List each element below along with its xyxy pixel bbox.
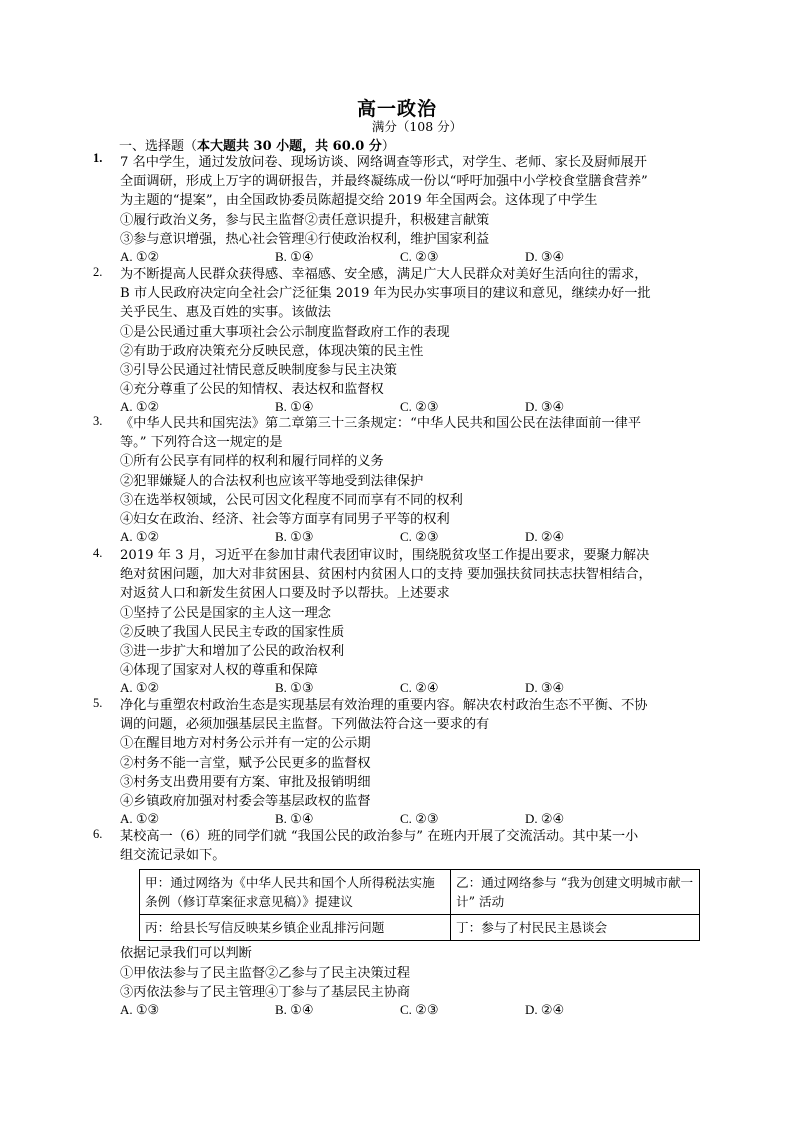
question-3 <box>93 414 693 548</box>
full-score: 满分（108 分） <box>371 119 463 134</box>
page-title: 高一政治 <box>356 98 437 120</box>
option-statement-line: ③村务支出费用要有方案、审批及报销明细 <box>120 774 371 790</box>
choice-b: B. ①③ <box>275 680 314 696</box>
choice-c: C. ②④ <box>400 680 439 696</box>
question-stem-line: 关乎民生、惠及百姓的实事。该做法 <box>120 305 331 321</box>
choice-d: D. ②④ <box>525 811 565 827</box>
question-stem-line: 7 名中学生，通过发放问卷、现场访谈、网络调查等形式，对学生、老师、家长及厨师展开 <box>120 155 647 170</box>
option-statement-line: ①履行政治义务，参与民主监督②责任意识提升，积极建言献策 <box>120 212 490 228</box>
option-statement-line: ②有助于政府决策充分反映民意，体现决策的民主性 <box>120 343 424 359</box>
option-statement-line: ③进一步扩大和增加了公民的政治权利 <box>120 644 345 660</box>
option-statement-line: ①所有公民享有同样的权利和履行同样的义务 <box>120 454 384 470</box>
question-stem-line: 调的问题，必须加强基层民主监督。下列做法符合这一要求的有 <box>120 717 490 733</box>
question-number: 1. <box>93 151 103 165</box>
question-stem-line: 绝对贫困问题，加大对非贫困县、贫困村内贫困人口的支持 要加强扶贫同扶志扶智相结合， <box>120 567 652 583</box>
question-6 <box>93 827 693 1021</box>
option-statement-line: ①是公民通过重大事项社会公示制度监督政府工作的表现 <box>120 324 450 340</box>
question-stem-line: 全面调研，形成上万字的调研报告，并最终凝练成一份以“呼吁加强中小学校食堂膳食营养” <box>120 174 648 190</box>
question-number: 3. <box>93 414 103 428</box>
option-statement-line: ①坚持了公民是国家的主人这一理念 <box>120 605 331 621</box>
choice-a: A. ①② <box>120 529 160 545</box>
choice-d: D. ②④ <box>525 529 565 545</box>
question-stem-line: 等。” 下列符合这一规定的是 <box>120 435 283 451</box>
option-statement-line: ①甲依法参与了民主监督②乙参与了民主决策过程 <box>120 965 411 981</box>
question-4 <box>93 546 693 700</box>
choice-a: A. ①② <box>120 680 160 696</box>
question-number: 5. <box>93 696 103 710</box>
choice-c: C. ②③ <box>400 399 439 415</box>
option-statement-line: ②犯罪嫌疑人的合法权利也应该平等地受到法律保护 <box>120 473 424 489</box>
choice-c: C. ②③ <box>400 249 439 265</box>
section-header-bold: 本大题共 30 小题，共 60.0 分 <box>197 139 382 154</box>
choice-b: B. ①④ <box>275 249 314 265</box>
choice-c: C. ②③ <box>400 529 439 545</box>
option-statement-line: ④乡镇政府加强对村委会等基层政权的监督 <box>120 794 371 810</box>
choice-b: B. ①④ <box>275 1002 314 1018</box>
answer-choices <box>120 1002 693 1021</box>
option-statement-line: ③引导公民通过社情民意反映制度参与民主决策 <box>120 363 397 379</box>
choice-c: C. ②③ <box>400 1002 439 1018</box>
choice-b: B. ①③ <box>275 529 314 545</box>
question-stem-line: 依据记录我们可以判断 <box>120 946 252 962</box>
choice-d: D. ③④ <box>525 249 565 265</box>
question-stem-line: 为不断提高人民群众获得感、幸福感、安全感，满足广大人民群众对美好生活向往的需求， <box>120 267 648 282</box>
record-yi: 乙：通过网络参与 “我为创建文明城市献一计” 活动 <box>451 870 700 915</box>
choice-c: C. ②③ <box>400 811 439 827</box>
option-statement-line: ④体现了国家对人权的尊重和保障 <box>120 663 318 679</box>
question-stem-line: 为主题的“提案”，由全国政协委员陈超提交给 2019 年全国两会。这体现了中学生 <box>120 193 598 209</box>
question-stem-line: 2019 年 3 月，习近平在参加甘肃代表团审议时，围绕脱贫攻坚工作提出要求，要聚力解决 <box>120 548 650 563</box>
choice-a: A. ①③ <box>120 1002 160 1018</box>
question-number: 2. <box>93 265 103 279</box>
option-statement-line: ③在选举权领域，公民可因文化程度不同而享有不同的权利 <box>120 492 463 508</box>
option-statement-line: ①在醒目地方对村务公示并有一定的公示期 <box>120 736 371 752</box>
option-statement-line: ②村务不能一言堂，赋予公民更多的监督权 <box>120 755 371 771</box>
question-stem-line: 对返贫人口和新发生贫困人口要及时予以帮扶。上述要求 <box>120 586 450 602</box>
section-header <box>119 135 395 154</box>
discussion-record-table <box>139 869 700 941</box>
question-5 <box>93 696 693 830</box>
choice-d: D. ③④ <box>525 680 565 696</box>
section-header-prefix: 一、选择题（ <box>119 139 198 154</box>
record-ding: 丁：参与了村民民主恳谈会 <box>451 915 700 941</box>
option-statement-line: ④妇女在政治、经济、社会等方面享有同男子平等的权利 <box>120 512 450 528</box>
record-jia: 甲：通过网络为《中华人民共和国个人所得税法实施条例（修订草案征求意见稿）》提建议 <box>140 870 451 915</box>
choice-b: B. ①④ <box>275 811 314 827</box>
option-statement-line: ④充分尊重了公民的知情权、表达权和监督权 <box>120 382 384 398</box>
option-statement-line: ③参与意识增强，热心社会管理④行使政治权利，维护国家利益 <box>120 231 490 247</box>
choice-d: D. ③④ <box>525 399 565 415</box>
question-stem-line: 组交流记录如下。 <box>120 848 226 864</box>
question-number: 6. <box>93 827 103 841</box>
question-stem-line: 《中华人民共和国宪法》第二章第三十三条规定：“中华人民共和国公民在法律面前一律平 <box>120 416 642 431</box>
option-statement-line: ③丙依法参与了民主管理④丁参与了基层民主协商 <box>120 984 411 1000</box>
record-bing: 丙：给县长写信反映某乡镇企业乱排污问题 <box>140 915 451 941</box>
section-header-suffix: ） <box>381 139 395 154</box>
question-stem-line: 净化与重塑农村政治生态是实现基层有效治理的重要内容。解决农村政治生态不平衡、不协 <box>120 698 648 713</box>
choice-a: A. ①② <box>120 249 160 265</box>
question-1 <box>93 153 693 268</box>
choice-a: A. ①② <box>120 811 160 827</box>
question-stem-line: 某校高一（6）班的同学们就 “我国公民的政治参与” 在班内开展了交流活动。其中某一小 <box>120 829 639 844</box>
question-stem-line: B 市人民政府决定向全社会广泛征集 2019 年为民办实事项目的建议和意见，继续办好一批 <box>120 286 651 302</box>
question-number: 4. <box>93 546 103 560</box>
choice-d: D. ②④ <box>525 1002 565 1018</box>
option-statement-line: ②反映了我国人民民主专政的国家性质 <box>120 624 345 640</box>
question-2 <box>93 265 693 419</box>
choice-a: A. ①② <box>120 399 160 415</box>
choice-b: B. ①④ <box>275 399 314 415</box>
